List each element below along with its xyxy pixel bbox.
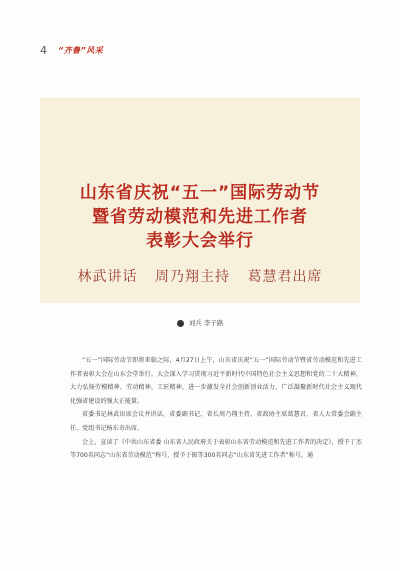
- byline-authors: 刘兵 李子路: [188, 319, 224, 327]
- subtitle-item: 葛慧君出席: [247, 269, 323, 285]
- paragraph: “五一”国际劳动节即将来临之际，4月27日上午，山东省庆祝“五一”国际劳动节暨省劳动模范和先进工作者表彰大会在山东会堂举行。大会深入学习贯彻习近平新时代中国特色社会主义思想和党的二十大精神，大力弘扬劳模精神、劳动精神、工匠精神，进一步激发全社会创新创业活力，广泛凝聚新时代社会主义现代化强省建设的强大正能量。: [70, 357, 362, 405]
- title-line: 表彰大会举行: [146, 231, 254, 251]
- subtitle-item: 林武讲话: [77, 269, 138, 285]
- article-title: [40, 181, 360, 253]
- article-subtitle: [40, 266, 360, 286]
- title-line: 暨省劳动模范和先进工作者: [92, 207, 308, 227]
- paragraph: 省委书记林武出席会议并讲话，省委副书记、省长周乃翔主持，省政协主席葛慧君，省人大常委会副主任、党组书记杨东奇出席。: [70, 411, 362, 432]
- paragraph: 会上，宣读了《中共山东省委 山东省人民政府关于表彰山东省劳动模范和先进工作者的决定》，授予丁杰等700名同志“山东省劳动模范”称号，授予于振等300名同志“山东省先进工作者”称号。通: [70, 438, 362, 460]
- article-body: [70, 354, 362, 463]
- byline: [40, 318, 360, 327]
- section-tag: “齐鲁”风采: [58, 46, 104, 55]
- subtitle-item: 周乃翔主持: [155, 269, 230, 285]
- title-line: 山东省庆祝“五一”国际劳动节: [79, 183, 321, 203]
- page-number: 4: [40, 44, 47, 57]
- author-icon: [177, 320, 184, 327]
